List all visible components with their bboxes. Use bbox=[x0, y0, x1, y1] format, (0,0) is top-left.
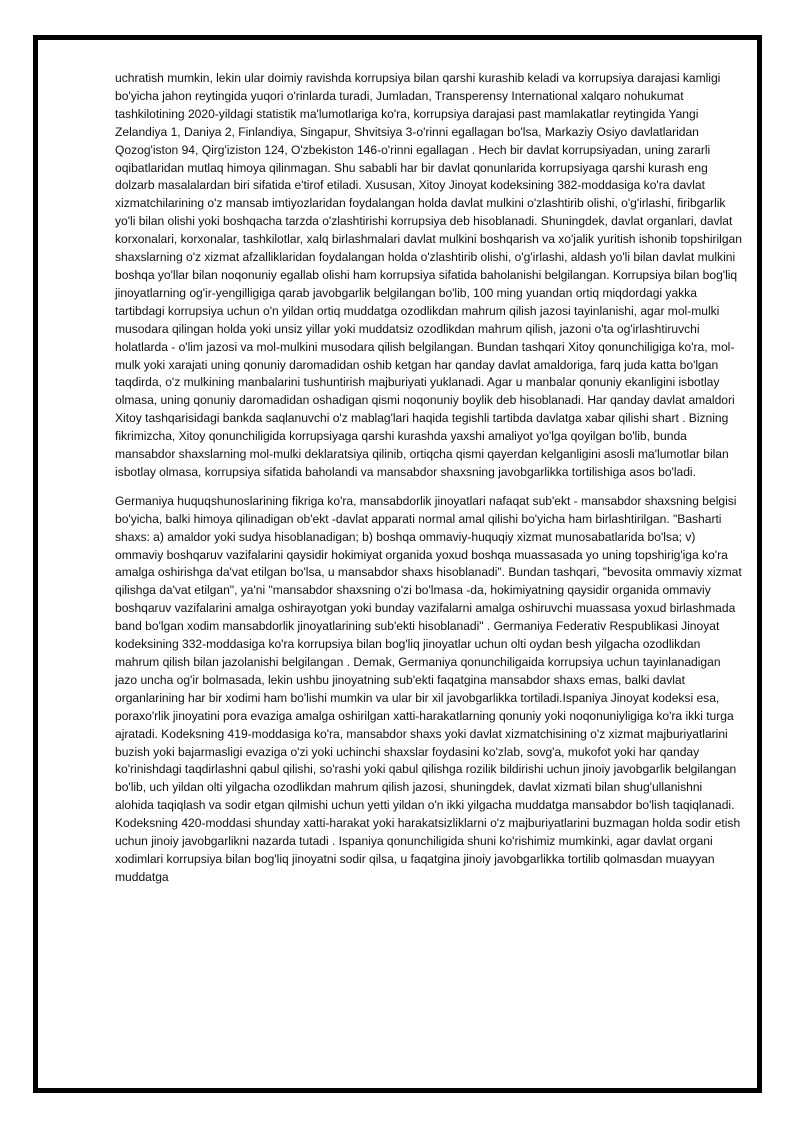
paragraph-germany-spain-corruption: Germaniya huquqshunoslarining fikriga ko'ra, mansabdorlik jinoyatlari nafaqat sub'ekt - mansabdor shaxsning belgisi bo'yicha, balki himoya qilinadigan ob'ekt -davlat apparati normal amal qilishi bo'yicha ham birlashtirilgan. "Basharti shaxs: a) amaldor yoki sudya hisoblanadigan; b) boshqa ommaviy-huquqiy xizmat munosabatlarida bo'lsa; v) ommaviy boshqaruv vazifalarini qaysidir hokimiyat organida yoxud boshqa muassasada yo uning topshirig'iga ko'ra amalga oshirishga da'vat etilgan bo'lsa, u mansabdor shaxs hisoblanadi". Bundan tashqari, "bevosita ommaviy xizmat qilishga da'vat etilgan", ya'ni "mansabdor shaxsning o'zi bo'lmasa -da, hokimiyatning qaysidir organida ommaviy boshqaruv vazifalarini amalga oshirayotgan yoki bunday vazifalarni amalga oshiruvchi muassasa yoxud birlashmada band bo'lgan xodim mansabdorlik jinoyatlarining sub'ekti hisoblanadi" . Germaniya Federativ Respublikasi Jinoyat kodeksining 332-moddasiga ko'ra korrupsiya bilan bog'liq jinoyatlar uchun olti oydan besh yilgacha ozodlikdan mahrum qilish bilan jazolanishi belgilangan . Demak, Germaniya qonunchiligaida korrupsiya uchun tayinlanadigan jazo uncha og'ir bolmasada, lekin ushbu jinoyatning sub'ekti faqatgina mansabdor shaxs emas, balki davlat organlarining har bir xodimi ham bo'lishi mumkin va ular bir xil javobgarlikka tortiladi.Ispaniya Jinoyat kodeksi esa, poraxo'rlik jinoyatini pora evaziga amalga oshirilgan xatti-harakatlarning qonuniy yoki noqonuniyligiga ko'ra ikki turga ajratadi. Kodeksning 419-moddasiga ko'ra, mansabdor shaxs yoki davlat xizmatchisining o'z xizmat majburiyatlarini buzish yoki bajarmasligi evaziga o'zi yoki uchinchi shaxslar foydasini ko'zlab, sovg'a, mukofot yoki har qanday ko'rinishdagi taqdirlashni qabul qilishi, so'rashi yoki qabul qilishga rozilik bildirishi uchun jinoiy javobgarlik belgilangan bo'lib, uch yildan olti yilgacha ozodlikdan mahrum qilish jazosi, shuningdek, davlat xizmati bilan shug'ullanishni alohida taqiqlash va sodir etgan qilmishi uchun yetti yildan o'n ikki yilgacha muddatga mansabdor bo'lish taqiqlanadi. Kodeksning 420-moddasi shunday xatti-harakat yoki harakatsizliklarni o'z majburiyatlarini buzmagan holda sodir etish uchun jinoiy javobgarlikni nazarda tutadi . Ispaniya qonunchiligida shuni ko'rishimiz mumkinki, agar davlat organi xodimlari korrupsiya bilan bog'liq jinoyatni sodir qilsa, u faqatgina jinoiy javobgarlikka tortilib qolmasdan muayyan muddatga bbox=[115, 493, 742, 884]
document-body bbox=[115, 70, 743, 898]
paragraph-china-corruption: uchratish mumkin, lekin ular doimiy ravishda korrupsiya bilan qarshi kurashib keladi va korrupsiya darajasi kamligi bo'yicha jahon reytingida yuqori o'rinlarda turadi, Jumladan, Transperensy International xalqaro nohukumat tashkilotining 2020-yildagi statistik ma'lumotlariga ko'ra, korrupsiya darajasi past mamlakatlar reytingida Yangi Zelandiya 1, Daniya 2, Finlandiya, Singapur, Shvitsiya 3-o'rinni egallagan bo'lsa, Markaziy Osiyo davlatlaridan Qozog'iston 94, Qirg'iziston 124, O'zbekiston 146-o'rinni egallagan . Hech bir davlat korrupsiyadan, uning zararli oqibatlaridan mutlaq himoya qilinmagan. Shu sababli har bir davlat qonunlarida korrupsiyaga qarshi kurash eng dolzarb masalalardan biri sifatida e'tirof etiladi. Xususan, Xitoy Jinoyat kodeksining 382-moddasiga ko'ra davlat xizmatchilarining o'z mansab imtiyozlaridan foydalangan holda davlat mulkini o'zlashtirib olishi, o'g'irlashi, firibgarlik yo'li bilan olishi yoki boshqacha tarzda o'zlashtirishi korrupsiya deb hisoblanadi. Shuningdek, davlat organlari, davlat korxonalari, korxonalar, tashkilotlar, xalq birlashmalari davlat mulkini boshqarish va xo'jalik yuritish ishonib topshirilgan shaxslarning o'z xizmat afzalliklaridan foydalangan holda o'zlashtirib olishi, o'g'irlashi, aldash yo'li bilan davlat mulkini boshqa yo'llar bilan noqonuniy egallab olishi ham korrupsiya sifatida baholanishi belgilangan. Korrupsiya bilan bog'liq jinoyatlarning og'ir-yengilligiga qarab javobgarlik belgilangan bo'lib, 100 ming yuandan ortiq miqdordagi yakka tartibdagi korrupsiya uchun o'n yildan ortiq muddatga ozodlikdan mahrum qilish jazosi tayinlanishi, agar mol-mulki musodara qilingan holda yoki unsiz yillar yoki muddatsiz ozodlikdan mahrum qilish, jazoni o'ta og'irlashtiruvchi holatlarda - o'lim jazosi va mol-mulkini musodara qilish belgilangan. Bundan tashqari Xitoy qonunchiligiga ko'ra, mol-mulk yoki xarajati uning qonuniy daromadidan oshib ketgan har qanday davlat amaldoriga, farq juda katta bo'lgan taqdirda, o'z mulkining manbalarini tushuntirish majburiyati yuklanadi. Agar u manbalar qonuniy ekanligini isbotlay olmasa, uning qonuniy daromadidan oshadigan qismi noqonuniy boylik deb hisoblanadi. Har qanday davlat amaldori Xitoy tashqarisidagi bankda saqlanuvchi o'z mablag'lari haqida tegishli tartibda davlatga xabar qilishi shart . Bizning fikrimizcha, Xitoy qonunchiligida korrupsiyaga qarshi kurashda yaxshi amaliyot yo'lga qoyilgan bo'lib, bunda mansabdor shaxslarning mol-mulki deklaratsiya qilinib, ortiqcha qismi qayerdan kelganligini asosli ma'lumotlar bilan isbotlay olmasa, korrupsiya sifatida baholandi va mansabdor shaxsning javobgarlikka tortilishiga asos bo'ladi. bbox=[115, 71, 742, 479]
